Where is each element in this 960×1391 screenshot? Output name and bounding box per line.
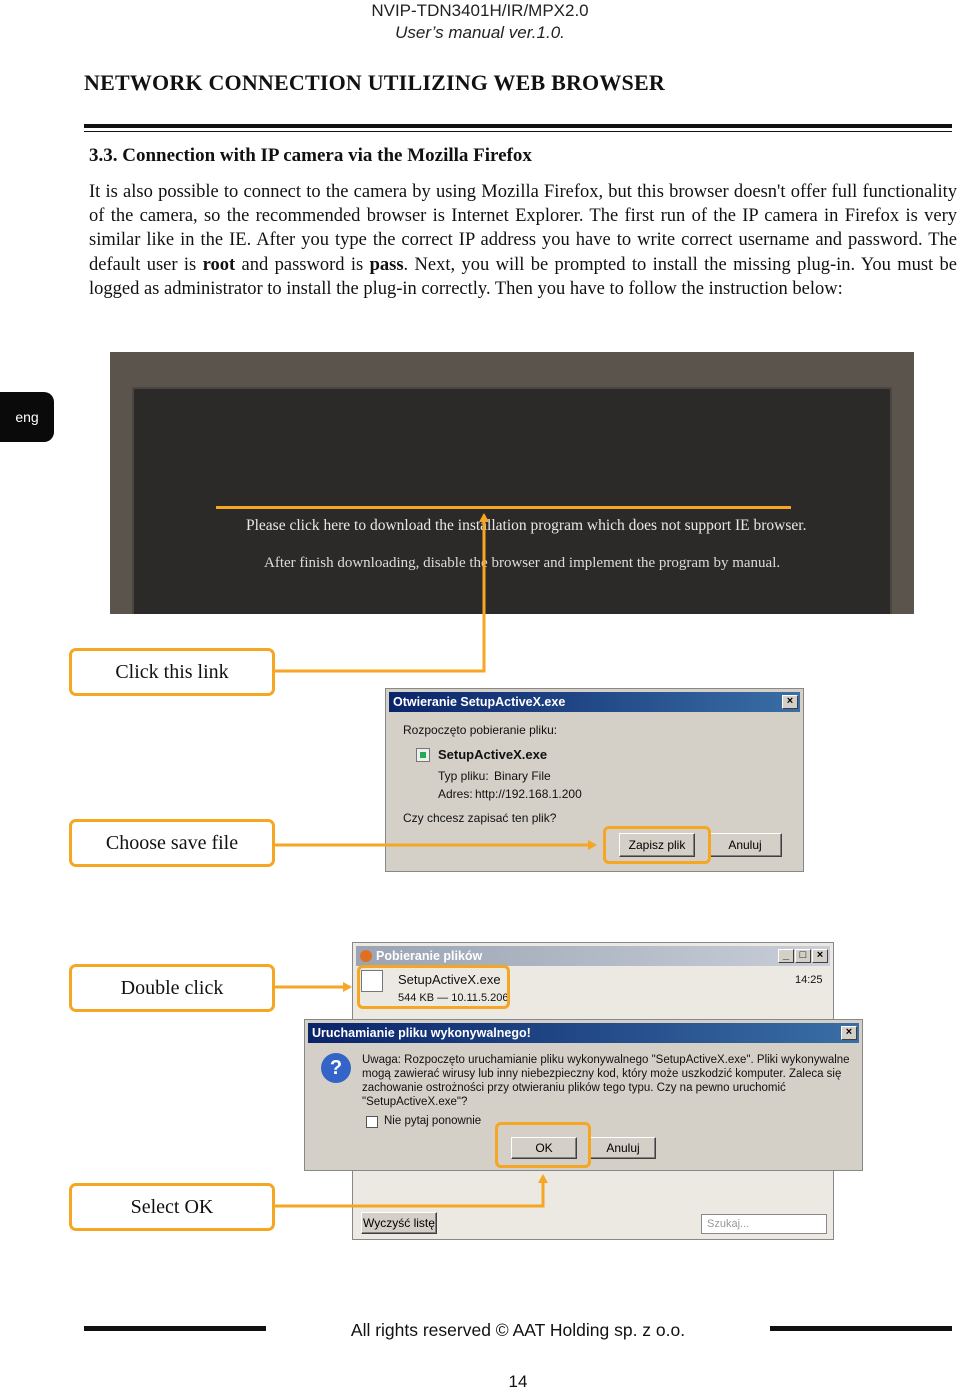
default-user: root [202,254,236,275]
warning-line-3: zachowanie ostrożności przy otwieraniu plików tego typu. Czy na pewno uruchomić [362,1082,786,1094]
ok-button-highlight [495,1122,591,1168]
dont-ask-label: Nie pytaj ponownie [384,1115,482,1127]
document-header [0,0,960,44]
file-type-label: Typ pliku: [438,769,489,783]
clear-list-button[interactable]: Wyczyść listę [361,1212,437,1234]
maximize-icon[interactable]: □ [795,949,811,963]
download-time: 14:25 [795,974,823,986]
search-input[interactable]: Szukaj... [701,1214,827,1234]
close-icon[interactable]: × [841,1026,857,1040]
language-tab: eng [0,392,54,442]
body-paragraph: It is also possible to connect to the camera by using Mozilla Firefox, but this browser doesn't offer full functionality of the camera, so the recommended browser is Internet Explorer. The first run of the IP camera in Firefox is very similar like in the IE. After you type the correct IP address you have to write correct username and password. The default user is root and password is pass. Next, you will be prompted to install the missing plug-in. You must be logged as administrator to install the plug-in correctly. Then you have to follow the instruction below: [89,182,957,299]
warning-line-4: "SetupActiveX.exe"? [362,1096,468,1108]
page-number: 14 [508,1372,528,1391]
callout-click-link: Click this link [69,648,275,696]
download-note: After finish downloading, disable the browser and implement the program by manual. [264,555,781,571]
dont-ask-checkbox[interactable] [366,1116,378,1128]
run-dialog-titlebar [308,1023,859,1043]
warning-line-2: mogą zawierać wirusy lub inny niebezpieczny kod, który może uszkodzić komputer. Zaleca się [362,1068,842,1080]
file-type-value: Binary File [494,769,551,783]
download-link[interactable]: Please click here to download the installation program which does not support IE browser. [246,517,807,534]
run-cancel-button[interactable]: Anuluj [590,1137,656,1159]
download-file-details: 544 KB — 10.11.5.206 [398,992,509,1004]
footer-rights: All rights reserved © AAT Holding sp. z o.o. [350,1320,686,1340]
file-icon [416,748,430,762]
save-file-button[interactable]: Zapisz plik [619,833,695,857]
save-question: Czy chcesz zapisać ten plik? [403,811,557,825]
model-name: NVIP-TDN3401H/IR/MPX2.0 [371,1,589,20]
callout-select-ok: Select OK [69,1183,275,1231]
callout-double-click: Double click [69,964,275,1012]
divider-thick [84,124,952,128]
file-highlight [357,965,510,1009]
file-address-value: http://192.168.1.200 [475,787,582,801]
firefox-icon [360,950,372,962]
save-button-highlight [603,826,711,864]
section-title: NETWORK CONNECTION UTILIZING WEB BROWSER [84,70,665,95]
downloads-titlebar [356,946,830,966]
file-address-label: Adres: [438,787,473,801]
save-file-dialog [385,688,804,872]
run-dialog-title: Uruchamianie pliku wykonywalnego! [312,1026,531,1040]
link-underline-highlight [216,506,791,509]
manual-version: User’s manual ver.1.0. [395,23,565,42]
warning-line-1: Uwaga: Rozpoczęto uruchamianie pliku wykonywalnego "SetupActiveX.exe". Pliki wykonywalne [362,1054,850,1066]
browser-screenshot [110,352,914,614]
callout-save-file: Choose save file [69,819,275,867]
dialog-title: Otwieranie SetupActiveX.exe [393,695,566,709]
browser-content [132,387,892,614]
cancel-button[interactable]: Anuluj [708,833,782,857]
close-icon[interactable]: × [812,949,828,963]
ok-button[interactable]: OK [511,1137,577,1159]
download-started-label: Rozpoczęto pobieranie pliku: [403,723,558,737]
download-file-name[interactable]: SetupActiveX.exe [398,972,501,987]
minimize-icon[interactable]: _ [778,949,794,963]
question-icon: ? [321,1053,351,1083]
file-name: SetupActiveX.exe [438,747,548,762]
default-password: pass [369,254,404,275]
dialog-titlebar [389,692,800,712]
downloads-title: Pobieranie plików [376,949,483,963]
subsection-title: 3.3. Connection with IP camera via the Mozilla Firefox [89,145,532,166]
divider-thin [84,131,952,132]
close-icon[interactable]: × [782,695,798,709]
